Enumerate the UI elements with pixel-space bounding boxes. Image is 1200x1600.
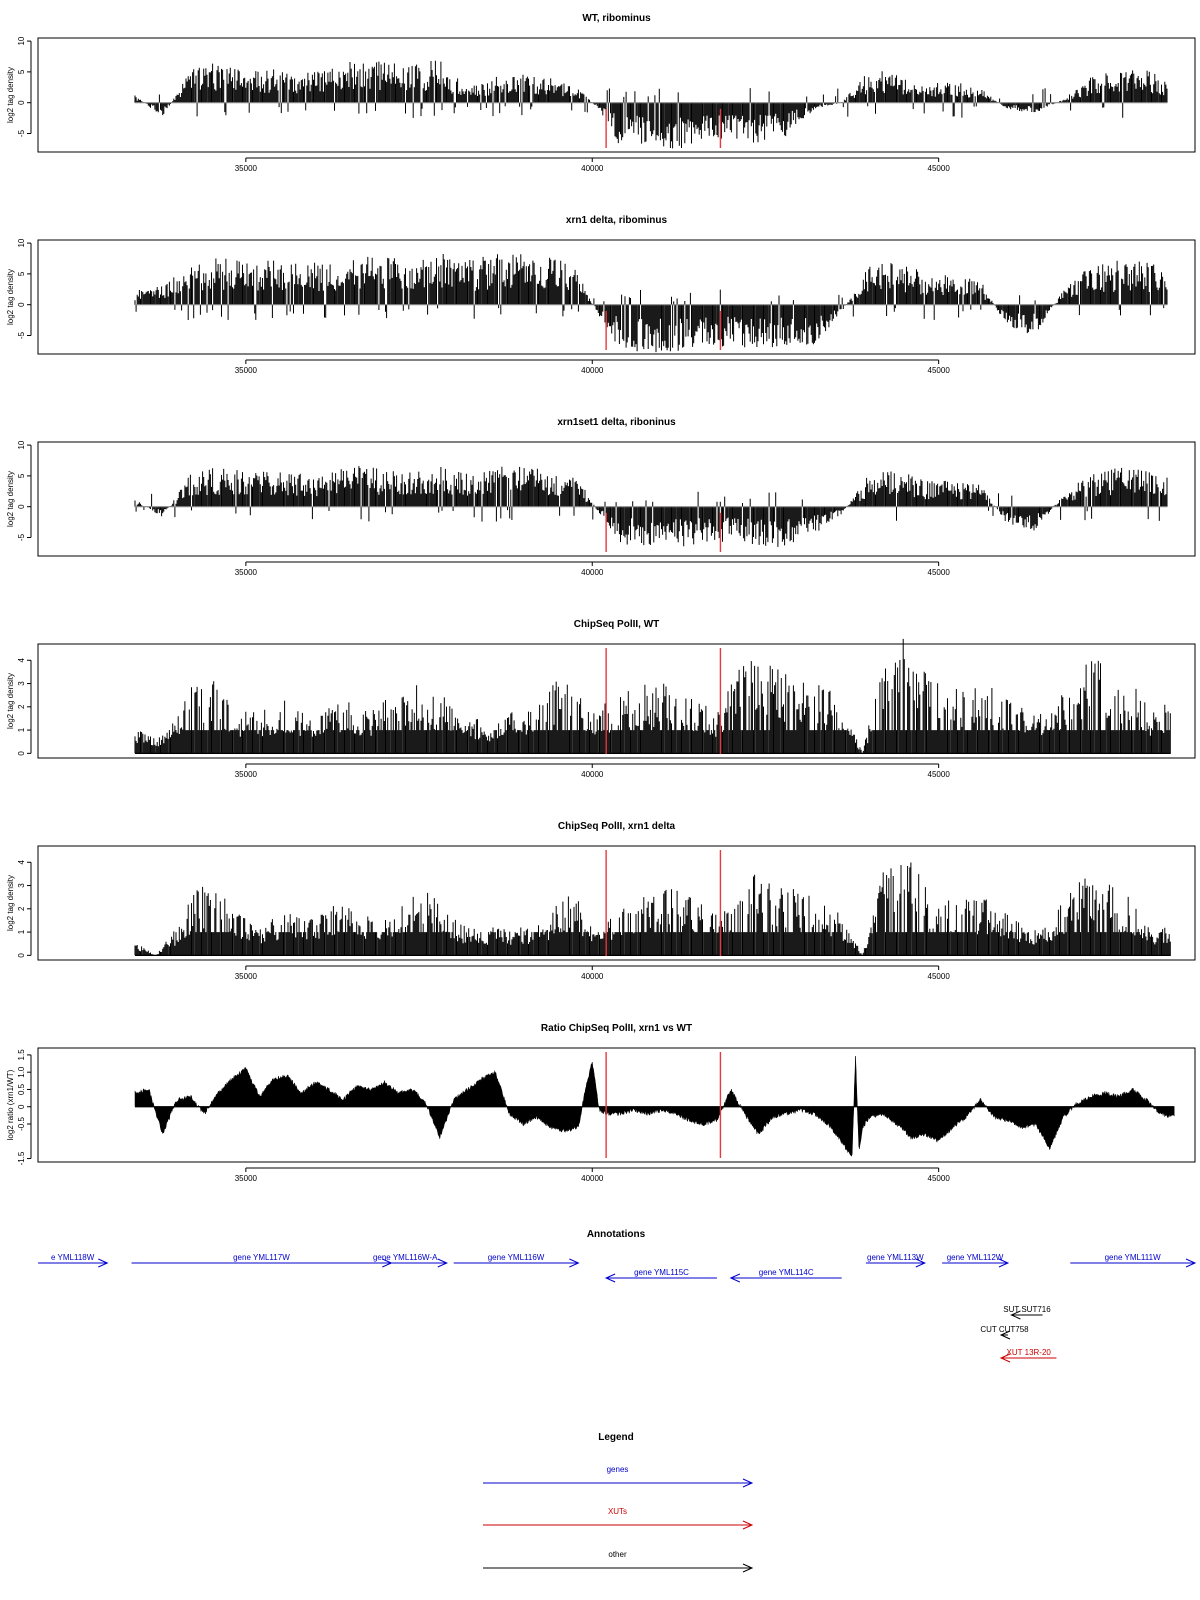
signal-series bbox=[135, 254, 1167, 352]
y-tick-label: -5 bbox=[17, 331, 26, 340]
y-tick-label: 5 bbox=[17, 271, 26, 277]
annotation-label: gene YML111W bbox=[1104, 1253, 1161, 1262]
signal-series bbox=[135, 639, 1170, 753]
x-tick-label: 45000 bbox=[927, 972, 950, 981]
y-tick-label: 0 bbox=[17, 751, 26, 756]
annotations-panel bbox=[38, 1229, 1195, 1362]
annotation-label: gene YML116W bbox=[487, 1253, 545, 1262]
x-tick-label: 45000 bbox=[927, 1174, 950, 1183]
annotation-feature bbox=[1070, 1253, 1195, 1267]
x-tick-label: 40000 bbox=[581, 972, 604, 981]
legend-item-xut bbox=[483, 1507, 752, 1529]
panel-title: ChipSeq PolII, xrn1 delta bbox=[557, 821, 676, 832]
x-tick-label: 45000 bbox=[927, 568, 950, 577]
y-tick-label: 1.5 bbox=[17, 1049, 26, 1061]
x-tick-label: 35000 bbox=[234, 972, 257, 981]
y-tick-label: 2 bbox=[17, 906, 26, 912]
panel-title: WT, ribominus bbox=[582, 13, 651, 24]
legend-title: Legend bbox=[598, 1432, 634, 1443]
annotation-feature bbox=[454, 1253, 579, 1267]
y-tick-label: -0.5 bbox=[17, 1117, 26, 1131]
panel-title: Ratio ChipSeq PolII, xrn1 vs WT bbox=[540, 1023, 693, 1034]
annotation-label: gene YML114C bbox=[758, 1268, 814, 1277]
x-tick-label: 35000 bbox=[234, 366, 257, 375]
y-axis-label: log2 tag density bbox=[6, 66, 15, 124]
y-tick-label: 2 bbox=[17, 704, 26, 710]
x-tick-label: 40000 bbox=[581, 366, 604, 375]
y-tick-label: -5 bbox=[17, 533, 26, 542]
annotation-label: e YML118W bbox=[51, 1253, 95, 1262]
x-tick-label: 35000 bbox=[234, 770, 257, 779]
y-tick-label: 4 bbox=[17, 860, 26, 865]
y-tick-label: 10 bbox=[17, 238, 26, 248]
annotation-feature bbox=[606, 1268, 717, 1282]
x-tick-label: 35000 bbox=[234, 568, 257, 577]
x-tick-label: 45000 bbox=[927, 366, 950, 375]
annotation-label: gene YML113W bbox=[867, 1253, 924, 1262]
panel-wt_ribo bbox=[6, 13, 1195, 173]
panel-ratio bbox=[6, 1023, 1195, 1183]
panel-title: ChipSeq PolII, WT bbox=[573, 619, 660, 630]
y-tick-label: 0 bbox=[17, 100, 26, 105]
panel-title: xrn1set1 delta, riboninus bbox=[557, 417, 676, 428]
annotation-feature bbox=[364, 1253, 447, 1267]
panel-chip_wt bbox=[6, 619, 1195, 779]
x-tick-label: 40000 bbox=[581, 164, 604, 173]
y-tick-label: 0 bbox=[17, 1104, 26, 1109]
annotation-label: gene YML117W bbox=[233, 1253, 290, 1262]
annotation-feature bbox=[38, 1253, 107, 1267]
y-tick-label: 5 bbox=[17, 69, 26, 75]
x-tick-label: 35000 bbox=[234, 164, 257, 173]
y-tick-label: 0 bbox=[17, 302, 26, 307]
legend-item-other bbox=[483, 1550, 752, 1572]
y-axis-label: log2 tag density bbox=[6, 672, 15, 730]
y-tick-label: 1 bbox=[17, 929, 26, 935]
x-tick-label: 40000 bbox=[581, 1174, 604, 1183]
annotation-feature bbox=[1001, 1348, 1056, 1362]
panel-title: xrn1 delta, ribominus bbox=[565, 215, 668, 226]
annotations-title: Annotations bbox=[586, 1229, 646, 1240]
panel-xrn1_ribo bbox=[6, 215, 1195, 375]
legend-label: XUTs bbox=[607, 1507, 628, 1516]
y-tick-label: 10 bbox=[17, 440, 26, 450]
legend-item-gene bbox=[483, 1465, 752, 1487]
y-tick-label: 1 bbox=[17, 727, 26, 733]
x-tick-label: 40000 bbox=[581, 568, 604, 577]
x-tick-label: 40000 bbox=[581, 770, 604, 779]
annotation-feature bbox=[866, 1253, 925, 1267]
y-axis-label: log2 tag density bbox=[6, 268, 15, 326]
x-tick-label: 45000 bbox=[927, 164, 950, 173]
legend-label: genes bbox=[606, 1465, 629, 1474]
annotation-label: XUT 13R-20 bbox=[1006, 1348, 1051, 1357]
panel-xrn1set1_ribo bbox=[6, 417, 1195, 577]
legend-panel bbox=[483, 1432, 752, 1572]
x-tick-label: 45000 bbox=[927, 770, 950, 779]
y-axis-label: log2 tag density bbox=[6, 874, 15, 932]
annotation-feature bbox=[1003, 1305, 1051, 1319]
signal-series bbox=[135, 61, 1167, 149]
annotation-label: gene YML115C bbox=[634, 1268, 689, 1277]
panel-chip_xrn1 bbox=[6, 821, 1195, 981]
y-tick-label: 5 bbox=[17, 473, 26, 479]
y-axis-label: log2 ratio (xrn1/WT) bbox=[6, 1069, 15, 1141]
annotation-feature bbox=[942, 1253, 1008, 1267]
y-tick-label: 3 bbox=[17, 681, 26, 686]
y-tick-label: 10 bbox=[17, 36, 26, 46]
annotation-label: CUT CUT758 bbox=[980, 1325, 1029, 1334]
y-tick-label: 0 bbox=[17, 504, 26, 509]
y-tick-label: -1.5 bbox=[17, 1151, 26, 1166]
legend-label: other bbox=[608, 1550, 627, 1559]
chart-panels bbox=[6, 13, 1195, 1183]
annotation-feature bbox=[980, 1325, 1029, 1339]
annotation-label: gene YML112W bbox=[946, 1253, 1004, 1262]
y-tick-label: 1.0 bbox=[17, 1066, 26, 1078]
y-tick-label: 4 bbox=[17, 658, 26, 663]
y-axis-label: log2 tag density bbox=[6, 470, 15, 528]
y-tick-label: 0.5 bbox=[17, 1083, 26, 1096]
annotation-label: gene YML116W-A bbox=[372, 1253, 438, 1262]
annotation-feature bbox=[132, 1253, 392, 1267]
y-tick-label: 3 bbox=[17, 883, 26, 888]
y-tick-label: 0 bbox=[17, 953, 26, 958]
signal-series bbox=[135, 863, 1170, 956]
y-tick-label: -5 bbox=[17, 129, 26, 138]
annotation-label: SUT SUT716 bbox=[1003, 1305, 1051, 1314]
annotation-feature bbox=[731, 1268, 842, 1282]
x-tick-label: 35000 bbox=[234, 1174, 257, 1183]
